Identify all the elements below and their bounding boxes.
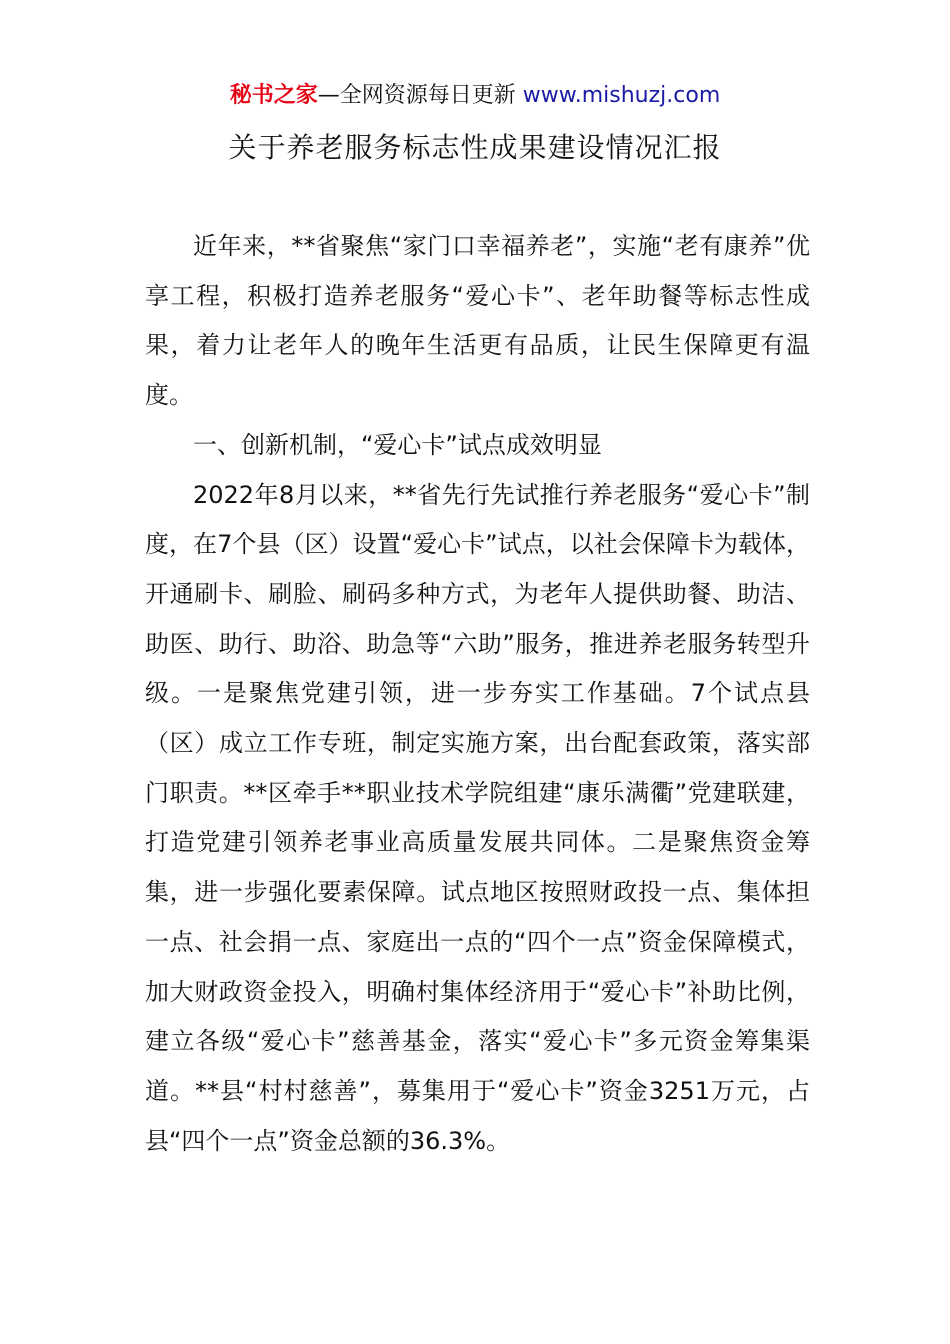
intro-paragraph: 近年来，**省聚焦“家门口幸福养老”，实施“老有康养”优享工程，积极打造养老服务“爱心卡”、老年助餐等标志性成果，着力让老年人的晚年生活更有品质，让民生保障更有温度。 — [145, 232, 810, 410]
section-heading: 一、创新机制，“爱心卡”试点成效明显 — [193, 430, 602, 459]
document-title: 关于养老服务标志性成果建设情况汇报 — [228, 131, 722, 164]
site-brand: 秘书之家 — [229, 83, 318, 108]
section-paragraph: 2022年8月以来，**省先行先试推行养老服务“爱心卡”制度，在7个县（区）设置“爱心卡”试点，以社会保障卡为载体，开通刷卡、刷脸、刷码多种方式，为老年人提供助餐、助洁、助医、助行、助浴、助急等“六助”服务，推进养老服务转型升级。一是聚焦党建引领，进一步夯实工作基础。7个试点县（区）成立工作专班，制定实施方案，出台配套政策，落实部门职责。**区牵手**职业技术学院组建“康乐满衢”党建联建，打造党建引领养老事业高质量发展共同体。二是聚焦资金筹集，进一步强化要素保障。试点地区按照财政投一点、集体担一点、社会捐一点、家庭出一点的“四个一点”资金保障模式，加大财政资金投入，明确村集体经济用于“爱心卡”补助比例，建立各级“爱心卡”慈善基金，落实“爱心卡”多元资金筹集渠道。**县“村村慈善”，募集用于“爱心卡”资金3251万元，占县“四个一点”资金总额的36.3%。 — [145, 480, 810, 1155]
site-header — [0, 80, 950, 112]
document-body — [145, 222, 810, 1166]
site-tagline: —全网资源每日更新 — [317, 83, 516, 108]
site-url-link[interactable]: www.mishuzj.com — [522, 83, 721, 108]
